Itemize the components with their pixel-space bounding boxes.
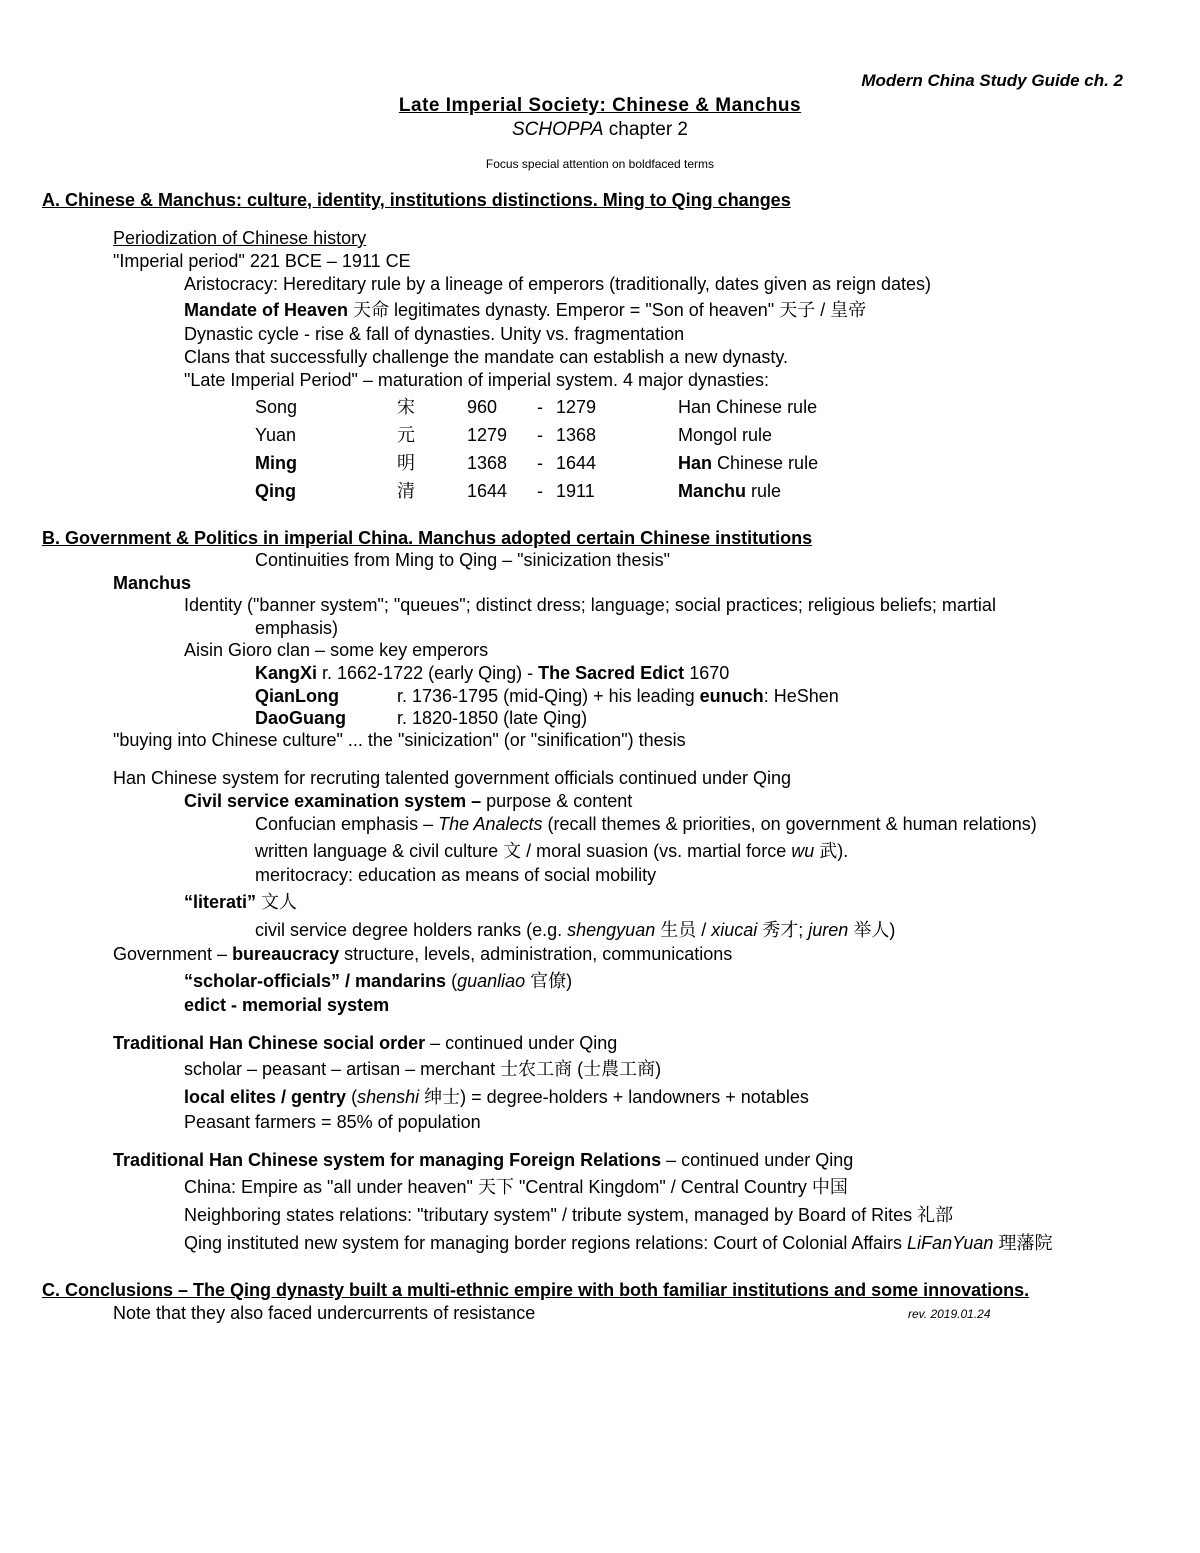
four-occupations-line: scholar – peasant – artisan – merchant 士农工商 (士農工商) <box>184 1059 662 1079</box>
confucian-a: Confucian emphasis – <box>255 814 439 834</box>
imperial-period: "Imperial period" 221 BCE – 1911 CE <box>113 251 411 271</box>
dynastic-cycle-line: Dynastic cycle - rise & fall of dynasties. Unity vs. fragmentation <box>184 324 685 344</box>
bureaucracy-term: bureaucracy <box>232 944 340 964</box>
dynasty-rule <box>678 426 772 444</box>
analects-title: The Analects <box>438 814 543 834</box>
revision-date: rev. 2019.01.24 <box>908 1307 991 1321</box>
kangxi-line <box>255 664 729 682</box>
gentry-term: local elites / gentry <box>184 1087 347 1107</box>
page-subtitle <box>0 120 1200 139</box>
degree-a: civil service degree holders ranks (e.g. <box>255 920 568 940</box>
border-a: Qing instituted new system for managing border regions relations: Court of Colonial Affairs <box>184 1233 908 1253</box>
border-regions-line <box>184 1234 1052 1252</box>
literati-line <box>184 893 297 911</box>
section-b-heading: B. Government & Politics in imperial China. Manchus adopted certain Chinese institutions <box>42 528 813 548</box>
dynasty-end: 1644 <box>556 453 597 473</box>
tributary-line: Neighboring states relations: "tributary system" / tribute system, managed by Board of Rites 礼部 <box>184 1205 954 1225</box>
dynasty-start: 1368 <box>467 453 508 473</box>
dynasty-char: 宋 <box>397 397 415 417</box>
degree-c: 秀才; <box>757 920 809 940</box>
subtitle-author: SCHOPPA <box>511 119 604 140</box>
mandate-desc: 天命 legitimates dynasty. Emperor = "Son of heaven" 天子 / 皇帝 <box>348 300 867 320</box>
dynasty-dash: - <box>537 481 543 501</box>
dynasty-start: 960 <box>467 397 498 417</box>
dynasty-rule-bold: Han <box>678 453 713 473</box>
elites-b: 绅士) = degree-holders + landowners + notables <box>419 1087 809 1107</box>
written-a: written language & civil culture 文 / moral suasion (vs. martial force <box>255 841 792 861</box>
degree-ranks-line <box>255 921 895 939</box>
identity-line-cont: emphasis) <box>255 618 339 638</box>
border-b: 理藩院 <box>993 1233 1053 1253</box>
gov-a: Government – <box>113 944 233 964</box>
dynasty-end: 1368 <box>556 425 597 445</box>
resistance-note: Note that they also faced undercurrents of resistance <box>113 1303 536 1323</box>
gov-b: structure, levels, administration, communications <box>339 944 733 964</box>
edict-memorial-line: edict - memorial system <box>184 995 390 1015</box>
scholar-officials-line <box>184 972 572 990</box>
dynasty-dash: - <box>537 425 543 445</box>
buying-line: "buying into Chinese culture" ... the "sinicization" (or "sinification") thesis <box>113 730 686 750</box>
mandate-term: Mandate of Heaven <box>184 300 349 320</box>
dynasty-rule-bold: Manchu <box>678 481 747 501</box>
dynasty-char: 明 <box>397 453 415 473</box>
dynasty-rule <box>678 482 781 500</box>
periodization-heading: Periodization of Chinese history <box>113 228 367 248</box>
heshen-name: : HeShen <box>763 686 839 706</box>
continuities-line: Continuities from Ming to Qing – "sinicization thesis" <box>255 550 670 570</box>
china-empire-line: China: Empire as "all under heaven" 天下 "Central Kingdom" / Central Country 中国 <box>184 1177 848 1197</box>
dynasty-dash: - <box>537 453 543 473</box>
elites-a: ( <box>346 1087 358 1107</box>
focus-note: Focus special attention on boldfaced terms <box>485 157 715 171</box>
government-line <box>113 945 732 963</box>
aisin-gioro-line: Aisin Gioro clan – some key emperors <box>184 640 489 660</box>
emperor-name: QianLong <box>255 686 339 706</box>
dynasty-name: Song <box>255 397 298 417</box>
dynasty-rule-text: rule <box>746 481 782 501</box>
wu-term: wu <box>791 841 815 861</box>
social-order-term: Traditional Han Chinese social order <box>113 1033 426 1053</box>
lifanyuan-term: LiFanYuan <box>907 1233 994 1253</box>
late-imperial-line: "Late Imperial Period" – maturation of imperial system. 4 major dynasties: <box>184 370 770 390</box>
foreign-relations-term: Traditional Han Chinese system for managing Foreign Relations <box>113 1150 662 1170</box>
dynasty-rule-text: Mongol rule <box>678 425 773 445</box>
page-title: Late Imperial Society: Chinese & Manchus <box>398 95 802 116</box>
clans-line: Clans that successfully challenge the mandate can establish a new dynasty. <box>184 347 789 367</box>
scholar-b: 官僚) <box>525 971 573 991</box>
civil-service-desc: purpose & content <box>481 791 633 811</box>
gentry-line <box>184 1088 809 1106</box>
dynasty-end: 1279 <box>556 397 597 417</box>
manchus-heading: Manchus <box>113 573 192 593</box>
confucian-line <box>255 815 1037 833</box>
course-header: Modern China Study Guide ch. 2 <box>861 71 1123 90</box>
dynasty-rule <box>678 454 818 472</box>
scholar-officials-term: “scholar-officials” / mandarins <box>184 971 447 991</box>
dynasty-rule-text: Chinese rule <box>712 453 819 473</box>
juren-term: juren <box>808 920 849 940</box>
degree-d: 举人) <box>848 920 896 940</box>
scholar-a: ( <box>446 971 458 991</box>
eunuch-term: eunuch <box>699 686 764 706</box>
xiucai-term: xiucai <box>711 920 758 940</box>
civil-service-term: Civil service examination system – <box>184 791 482 811</box>
dynasty-name: Yuan <box>255 425 297 445</box>
dynasty-start: 1279 <box>467 425 508 445</box>
civil-service-line <box>184 792 632 810</box>
dynasty-char: 元 <box>397 425 415 445</box>
written-language-line <box>255 842 848 860</box>
peasant-line: Peasant farmers = 85% of population <box>184 1112 481 1132</box>
sacred-edict: The Sacred Edict <box>538 663 685 683</box>
dynasty-rule <box>678 398 817 416</box>
shengyuan-term: shengyuan <box>567 920 656 940</box>
emperor-name: DaoGuang <box>255 708 347 728</box>
kangxi-reign: r. 1662-1722 (early Qing) - <box>317 663 539 683</box>
guanliao-term: guanliao <box>457 971 526 991</box>
han-system-line: Han Chinese system for recruting talented government officials continued under Qing <box>113 768 792 788</box>
emperor-name: KangXi <box>255 663 318 683</box>
daoguang-reign: r. 1820-1850 (late Qing) <box>397 708 588 728</box>
identity-line: Identity ("banner system"; "queues"; distinct dress; language; social practices; religious beliefs; martial <box>184 595 996 615</box>
degree-b: 生员 / <box>655 920 712 940</box>
dynasty-end: 1911 <box>556 481 595 501</box>
section-a-heading: A. Chinese & Manchus: culture, identity, institutions distinctions. Ming to Qing changes <box>42 190 791 210</box>
dynasty-char: 清 <box>397 481 415 501</box>
foreign-relations-line <box>113 1151 853 1169</box>
dynasty-dash: - <box>537 397 543 417</box>
shenshi-term: shenshi <box>357 1087 420 1107</box>
literati-term: “literati” <box>184 892 257 912</box>
aristocracy-line: Aristocracy: Hereditary rule by a lineage of emperors (traditionally, dates given as reign dates) <box>184 274 932 294</box>
section-c-heading: C. Conclusions – The Qing dynasty built a multi-ethnic empire with both familiar institutions and some innovations. <box>42 1280 1030 1300</box>
dynasty-rule-text: Han Chinese rule <box>678 397 818 417</box>
qianlong-dates: r. 1736-1795 (mid-Qing) + his leading <box>397 686 700 706</box>
dynasty-name: Qing <box>255 481 296 501</box>
literati-char: 文人 <box>256 892 298 912</box>
sacred-edict-year: 1670 <box>684 663 730 683</box>
confucian-b: (recall themes & priorities, on government & human relations) <box>542 814 1037 834</box>
dynasty-name: Ming <box>255 453 297 473</box>
foreign-relations-rest: – continued under Qing <box>661 1150 854 1170</box>
dynasty-start: 1644 <box>467 481 508 501</box>
social-order-rest: – continued under Qing <box>425 1033 618 1053</box>
meritocracy-line: meritocracy: education as means of social mobility <box>255 865 657 885</box>
qianlong-reign <box>397 687 839 705</box>
subtitle-chapter: chapter 2 <box>603 119 688 140</box>
social-order-line <box>113 1034 617 1052</box>
written-b: 武). <box>814 841 849 861</box>
mandate-line <box>184 301 866 319</box>
